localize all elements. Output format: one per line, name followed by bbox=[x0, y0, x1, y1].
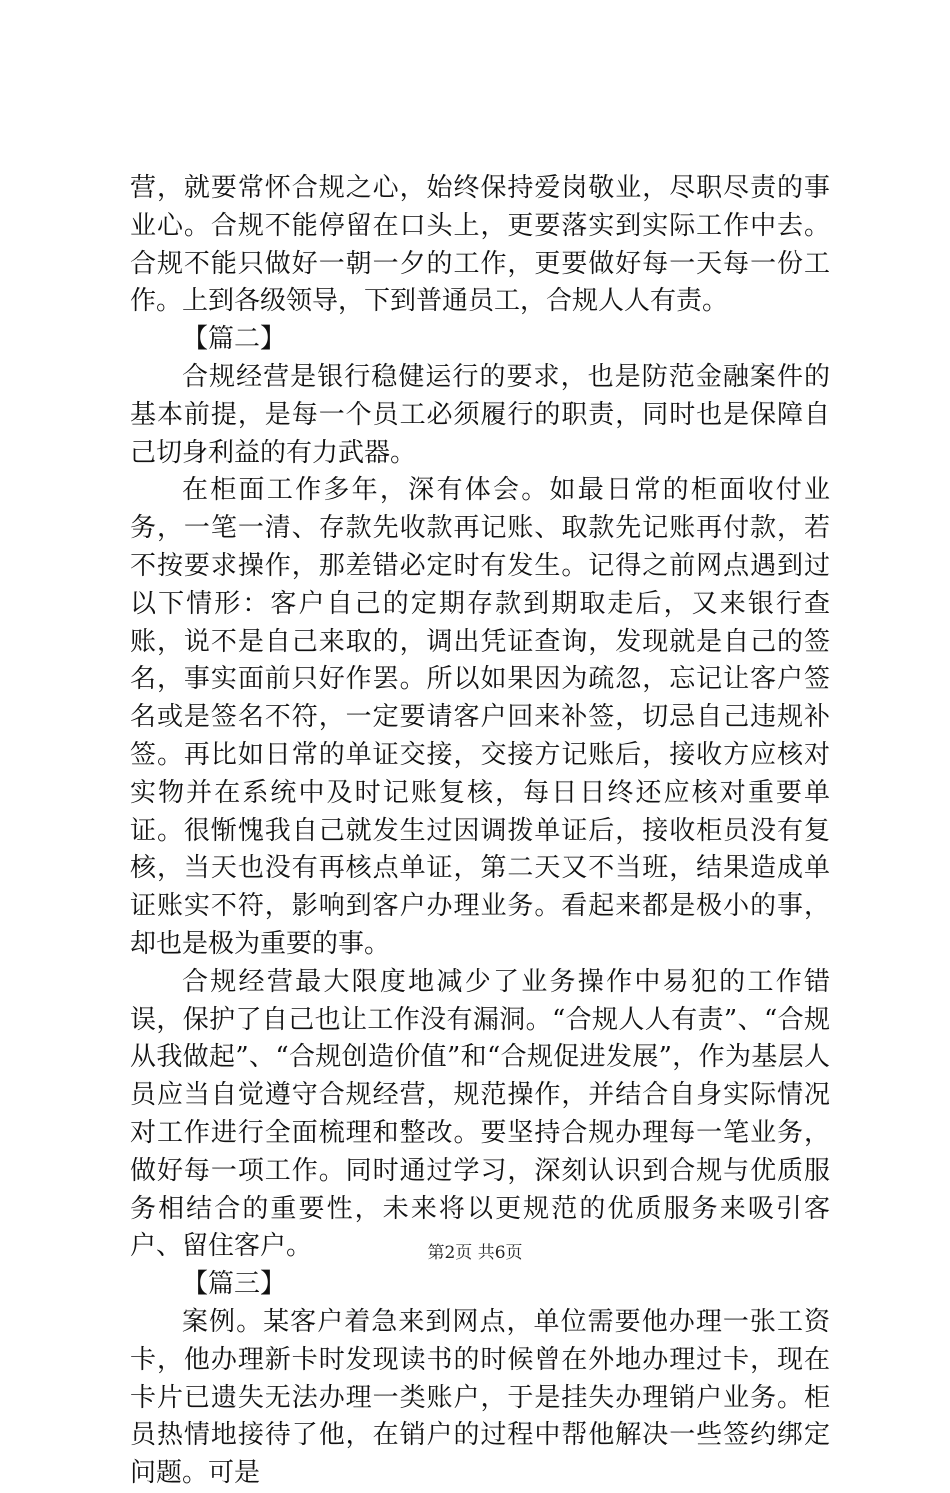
section-heading-3: 【篇三】 bbox=[182, 1269, 287, 1300]
paragraph-2: 合规经营是银行稳健运行的要求，也是防范金融案件的基本前提，是每一个员工必须履行的职责，同时也是保障自己切身利益的有力武器。 bbox=[130, 361, 830, 468]
paragraph-3: 在柜面工作多年，深有体会。如最日常的柜面收付业务，一笔一清、存款先收款再记账、取款先记账再付款，若不按要求操作，那差错必定时有发生。记得之前网点遇到过以下情形：客户自己的定期存款到期取走后，又来银行查账，说不是自己来取的，调出凭证查询，发现就是自己的签名，事实面前只好作罢。所以如果因为疏忽，忘记让客户签名或是签名不符，一定要请客户回来补签，切忌自己违规补签。再比如日常的单证交接，交接方记账后，接收方应核对实物并在系统中及时记账复核，每日日终还应核对重要单证。很惭愧我自己就发生过因调拨单证后，接收柜员没有复核，当天也没有再核点单证，第二天又不当班，结果造成单证账实不符，影响到客户办理业务。看起来都是极小的事，却也是极为重要的事。 bbox=[130, 475, 830, 959]
document-body bbox=[130, 170, 830, 1493]
section-heading-2: 【篇二】 bbox=[182, 324, 287, 355]
paragraph-5: 案例。某客户着急来到网点，单位需要他办理一张工资卡，他办理新卡时发现读书的时候曾在外地办理过卡，现在卡片已遗失无法办理一类账户，于是挂失办理销户业务。柜员热情地接待了他，在销户的过程中帮他解决一些签约绑定问题。可是 bbox=[130, 1306, 830, 1489]
page-number-footer: 第2页 共6页 bbox=[427, 1243, 523, 1263]
paragraph-1: 营，就要常怀合规之心，始终保持爱岗敬业，尽职尽责的事业心。合规不能停留在口头上，更要落实到实际工作中去。合规不能只做好一朝一夕的工作，更要做好每一天每一份工作。上到各级领导，下到普通员工，合规人人有责。 bbox=[130, 173, 830, 317]
paragraph-4: 合规经营最大限度地减少了业务操作中易犯的工作错误，保护了自己也让工作没有漏洞。“合规人人有责”、“合规从我做起”、“合规创造价值”和“合规促进发展”，作为基层人员应当自觉遵守合规经营，规范操作，并结合自身实际情况对工作进行全面梳理和整改。要坚持合规办理每一笔业务，做好每一项工作。同时通过学习，深刻认识到合规与优质服务相结合的重要性，未来将以更规范的优质服务来吸引客户、留住客户。 bbox=[130, 966, 830, 1262]
